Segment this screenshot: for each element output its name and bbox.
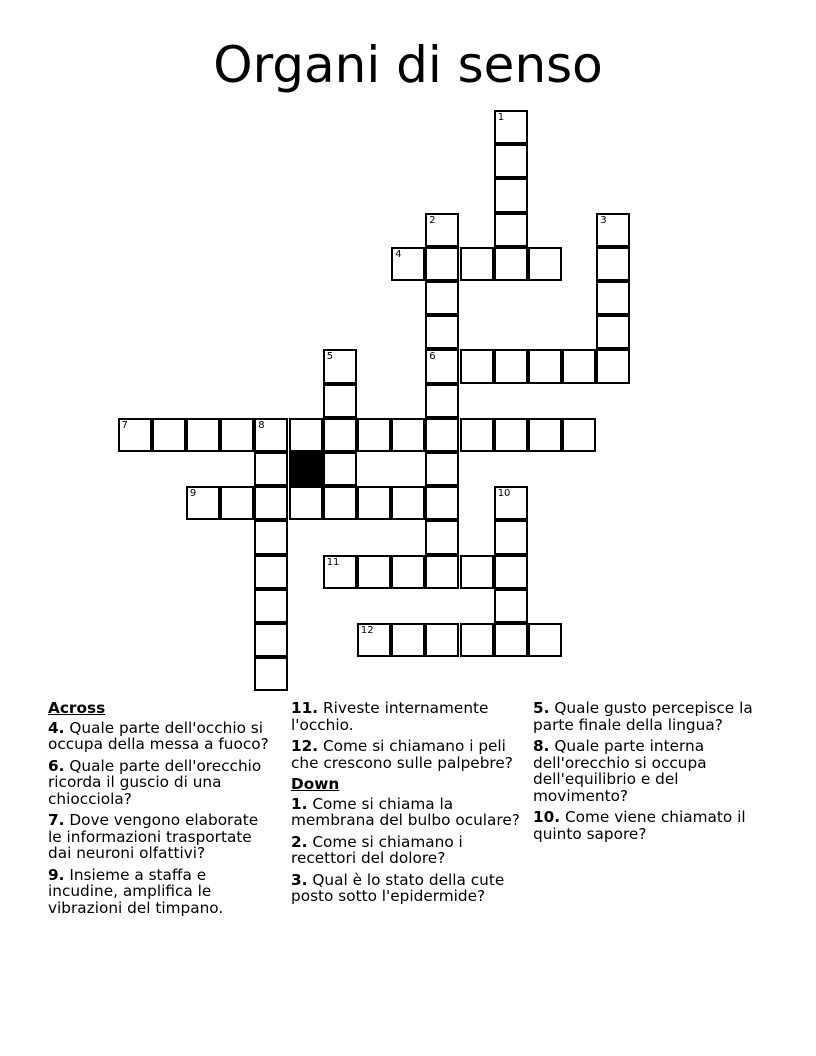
cell-number: 7 bbox=[121, 419, 128, 431]
clue-text: Quale gusto percepisce la parte finale della lingua? bbox=[533, 699, 753, 734]
clue-across-7 bbox=[48, 812, 276, 862]
cell-number: 8 bbox=[258, 419, 265, 431]
grid-cell[interactable] bbox=[391, 623, 425, 657]
grid-cell[interactable] bbox=[494, 623, 528, 657]
grid-cell[interactable] bbox=[323, 452, 357, 486]
grid-cell[interactable] bbox=[323, 555, 357, 589]
grid-cell[interactable] bbox=[186, 418, 220, 452]
clue-text: Come viene chiamato il quinto sapore? bbox=[533, 808, 746, 843]
grid-cell[interactable] bbox=[425, 418, 459, 452]
clues-column-1 bbox=[48, 700, 276, 921]
grid-cell[interactable] bbox=[528, 623, 562, 657]
grid-cell[interactable] bbox=[323, 384, 357, 418]
grid-cell[interactable] bbox=[391, 555, 425, 589]
clue-down-10 bbox=[533, 809, 773, 842]
cell-number: 5 bbox=[326, 351, 334, 363]
grid-cell[interactable] bbox=[425, 315, 459, 349]
grid-cell[interactable] bbox=[460, 555, 494, 589]
clue-number: 3. bbox=[291, 870, 308, 889]
cell-number: 4 bbox=[395, 248, 402, 260]
grid-cell[interactable] bbox=[254, 623, 288, 657]
clue-across-12 bbox=[291, 738, 523, 771]
grid-cell[interactable] bbox=[254, 555, 288, 589]
grid-cell[interactable] bbox=[494, 520, 528, 554]
clue-text: Quale parte interna dell'orecchio si occupa dell'equilibrio e del movimento? bbox=[533, 737, 707, 805]
grid-cell[interactable] bbox=[562, 418, 596, 452]
grid-cell[interactable] bbox=[289, 486, 323, 520]
cell-number: 10 bbox=[497, 488, 511, 500]
grid-cell[interactable] bbox=[562, 349, 596, 383]
clue-text: Qual è lo stato della cute posto sotto l'epidermide? bbox=[291, 870, 505, 905]
cell-number: 9 bbox=[189, 488, 197, 500]
clue-number: 7. bbox=[48, 811, 65, 829]
across-heading: Across bbox=[48, 699, 106, 717]
grid-cell[interactable] bbox=[494, 144, 528, 178]
grid-cell[interactable] bbox=[323, 418, 357, 452]
grid-cell[interactable] bbox=[357, 418, 391, 452]
clue-number: 12. bbox=[291, 737, 319, 755]
grid-cell[interactable] bbox=[357, 623, 391, 657]
grid-cell[interactable] bbox=[596, 213, 630, 247]
clue-number: 4. bbox=[48, 718, 65, 737]
grid-cell[interactable] bbox=[494, 178, 528, 212]
grid-cell[interactable] bbox=[152, 418, 186, 452]
grid-cell[interactable] bbox=[494, 589, 528, 623]
grid-cell[interactable] bbox=[254, 589, 288, 623]
clue-down-3 bbox=[291, 872, 523, 905]
grid-cell[interactable] bbox=[425, 520, 459, 554]
grid-cell[interactable] bbox=[323, 486, 357, 520]
grid-cell[interactable] bbox=[460, 247, 494, 281]
clue-across-9 bbox=[48, 867, 276, 917]
clue-text: Come si chiamano i peli che crescono sulle palpebre? bbox=[291, 737, 513, 772]
grid-cell[interactable] bbox=[494, 418, 528, 452]
cell-number: 6 bbox=[429, 351, 436, 363]
grid-cell[interactable] bbox=[528, 418, 562, 452]
clue-down-8 bbox=[533, 738, 773, 804]
clue-text: Come si chiamano i recettori del dolore? bbox=[291, 832, 463, 867]
page-title: Organi di senso bbox=[213, 36, 603, 94]
clue-number: 6. bbox=[48, 756, 65, 775]
clue-text: Quale parte dell'occhio si occupa della messa a fuoco? bbox=[48, 718, 269, 753]
grid-cell[interactable] bbox=[254, 520, 288, 554]
grid-cell[interactable] bbox=[596, 247, 630, 281]
grid-cell[interactable] bbox=[528, 247, 562, 281]
grid-cell[interactable] bbox=[357, 555, 391, 589]
grid-cell[interactable] bbox=[425, 213, 459, 247]
clues-column-3 bbox=[533, 700, 773, 847]
grid-cell[interactable] bbox=[494, 110, 528, 144]
grid-cell[interactable] bbox=[494, 555, 528, 589]
clue-number: 9. bbox=[48, 865, 65, 884]
grid-cell[interactable] bbox=[425, 281, 459, 315]
grid-cell[interactable] bbox=[425, 623, 459, 657]
clue-number: 8. bbox=[533, 737, 550, 755]
clue-text: Insieme a staffa e incudine, amplifica le vibrazioni del timpano. bbox=[48, 865, 224, 917]
grid-cell[interactable] bbox=[254, 452, 288, 486]
grid-cell[interactable] bbox=[425, 349, 459, 383]
grid-cell[interactable] bbox=[425, 247, 459, 281]
grid-cell[interactable] bbox=[494, 486, 528, 520]
clue-number: 2. bbox=[291, 832, 308, 851]
grid-cell[interactable] bbox=[118, 418, 152, 452]
clue-number: 10. bbox=[533, 808, 561, 826]
clue-across-4 bbox=[48, 720, 276, 753]
grid-cell[interactable] bbox=[391, 418, 425, 452]
grid-cell[interactable] bbox=[220, 418, 254, 452]
clue-number: 1. bbox=[291, 794, 308, 813]
grid-cell[interactable] bbox=[323, 349, 357, 383]
clue-down-5 bbox=[533, 700, 773, 733]
grid-block bbox=[289, 452, 323, 486]
clue-number: 5. bbox=[533, 699, 550, 717]
clue-down-1 bbox=[291, 796, 523, 829]
clue-across-6 bbox=[48, 758, 276, 808]
grid-cell[interactable] bbox=[596, 349, 630, 383]
cell-number: 11 bbox=[326, 556, 340, 568]
grid-cell[interactable] bbox=[391, 247, 425, 281]
grid-cell[interactable] bbox=[391, 486, 425, 520]
grid-cell[interactable] bbox=[289, 418, 323, 452]
grid-cell[interactable] bbox=[425, 384, 459, 418]
cell-number: 12 bbox=[360, 625, 374, 636]
grid-cell[interactable] bbox=[254, 418, 288, 452]
clue-text: Come si chiama la membrana del bulbo oculare? bbox=[291, 794, 520, 829]
grid-cell[interactable] bbox=[460, 623, 494, 657]
clue-text: Quale parte dell'orecchio ricorda il guscio di una chiocciola? bbox=[48, 756, 262, 808]
clue-text: Dove vengono elaborate le informazioni trasportate dai neuroni olfattivi? bbox=[48, 811, 259, 862]
grid-cell[interactable] bbox=[494, 247, 528, 281]
grid-cell[interactable] bbox=[425, 452, 459, 486]
grid-cell[interactable] bbox=[460, 418, 494, 452]
clue-across-11 bbox=[291, 700, 523, 733]
grid-cell[interactable] bbox=[494, 213, 528, 247]
grid-cell[interactable] bbox=[460, 349, 494, 383]
clues-column-2 bbox=[291, 700, 523, 910]
grid-cell[interactable] bbox=[596, 315, 630, 349]
cell-number: 1 bbox=[497, 112, 505, 123]
cell-number: 3 bbox=[600, 214, 607, 226]
grid-cell[interactable] bbox=[254, 486, 288, 520]
grid-cell[interactable] bbox=[254, 657, 288, 691]
grid-cell[interactable] bbox=[425, 555, 459, 589]
grid-cell[interactable] bbox=[528, 349, 562, 383]
grid-cell[interactable] bbox=[357, 486, 391, 520]
clue-number: 11. bbox=[291, 699, 319, 717]
grid-cell[interactable] bbox=[220, 486, 254, 520]
grid-cell[interactable] bbox=[425, 486, 459, 520]
cell-number: 2 bbox=[429, 214, 436, 226]
grid-cell[interactable] bbox=[494, 349, 528, 383]
clue-text: Riveste internamente l'occhio. bbox=[291, 699, 489, 734]
down-heading: Down bbox=[291, 775, 340, 793]
grid-cell[interactable] bbox=[186, 486, 220, 520]
clue-down-2 bbox=[291, 834, 523, 867]
grid-cell[interactable] bbox=[596, 281, 630, 315]
